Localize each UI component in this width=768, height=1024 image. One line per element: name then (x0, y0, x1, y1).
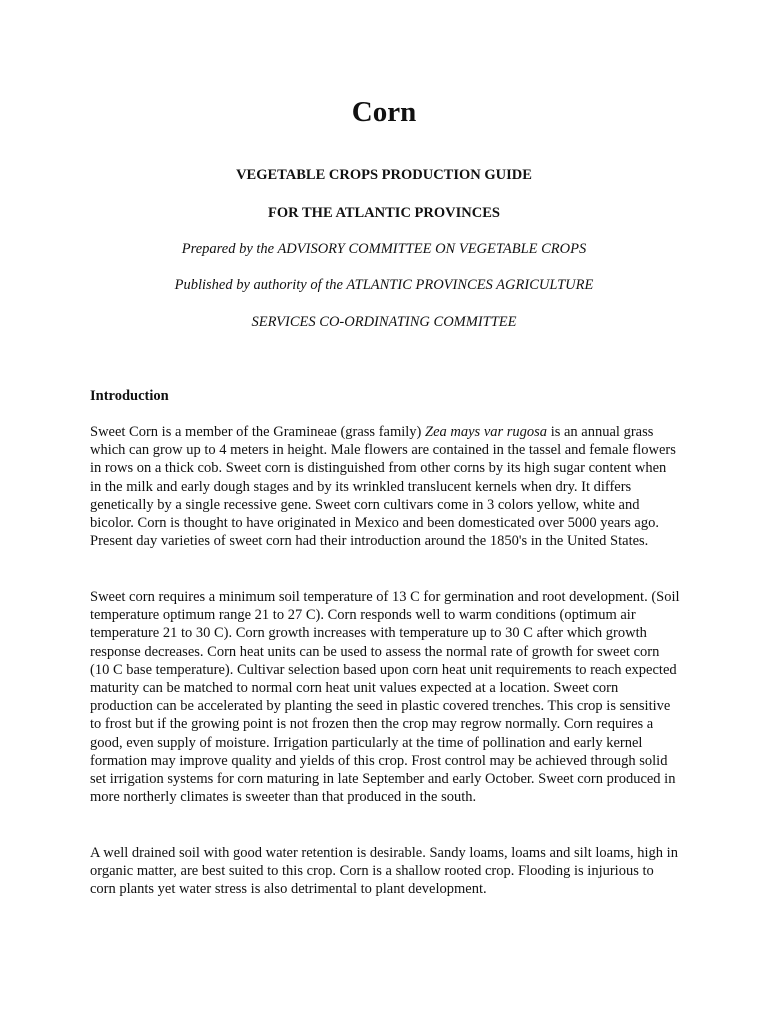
para1-text-end: is an annual grass which can grow up to 4 meters in height. Male flowers are contained in the tassel and female flowers in rows on a thick cob. Sweet corn is distinguished from other corns by its high sugar content when in the milk and early dough stages and by its wrinkled translucent kernels when dry. It differs genetically by a single recessive gene. Sweet corn cultivars come in 3 colors yellow, white and bicolor. Corn is thought to have originated in Mexico and been domesticated over 5000 years ago. Present day varieties of sweet corn had their introduction around the 1850's in the United States. (90, 424, 676, 550)
guide-title: VEGETABLE CROPS PRODUCTION GUIDE (236, 167, 532, 183)
species-name: Zea mays var rugosa (425, 424, 548, 440)
para1-text-start: Sweet Corn is a member of the Gramineae (grass family) (90, 424, 426, 440)
guide-region: FOR THE ATLANTIC PROVINCES (268, 205, 500, 221)
published-by-line-cont: SERVICES CO-ORDINATING COMMITTEE (251, 314, 517, 330)
prepared-by-line: Prepared by the ADVISORY COMMITTEE ON VEGETABLE CROPS (181, 241, 587, 257)
document-title: Corn (351, 96, 417, 128)
intro-paragraph-1 (90, 423, 680, 550)
intro-paragraph-3: A well drained soil with good water retention is desirable. Sandy loams, loams and silt loams, high in organic matter, are best suited to this crop. Corn is a shallow rooted crop. Flooding is injurious to corn plants yet water stress is also detrimental to plant development. (90, 845, 678, 898)
section-heading-introduction: Introduction (90, 388, 169, 404)
intro-paragraph-2: Sweet corn requires a minimum soil temperature of 13 C for germination and root development. (Soil temperature optimum range 21 to 27 C). Corn responds well to warm conditions (optimum air temperature 21 to 30 C). Corn growth increases with temperature up to 30 C after which growth response decreases. Corn heat units can be used to assess the normal rate of growth for sweet corn (10 C base temperature). Cultivar selection based upon corn heat unit requirements to reach expected maturity can be matched to normal corn heat unit values expected at a location. Sweet corn production can be accelerated by planting the seed in plastic covered trenches. This crop is sensitive to frost but if the growing point is not frozen then the crop may regrow normally. Corn requires a good, even supply of moisture. Irrigation particularly at the time of pollination and early kernel formation may improve quality and yields of this crop. Frost control may be achieved through solid set irrigation systems for corn maturing in late September and early October. Sweet corn produced in more northerly climates is sweeter than that produced in the south. (90, 589, 680, 806)
published-by-line: Published by authority of the ATLANTIC PROVINCES AGRICULTURE (174, 277, 594, 293)
